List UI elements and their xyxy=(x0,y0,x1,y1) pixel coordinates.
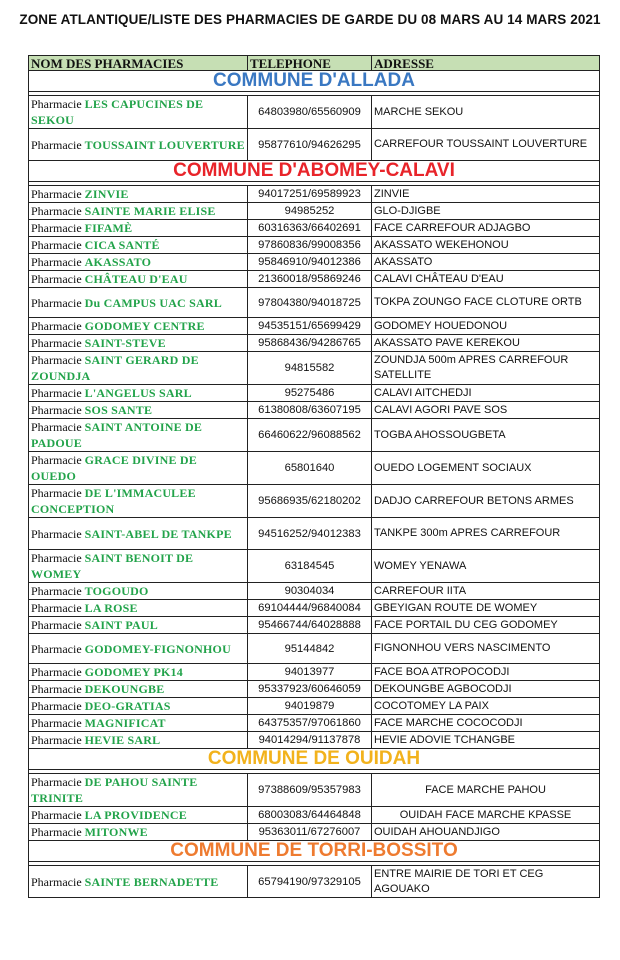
phone-cell: 65794190/97329105 xyxy=(248,866,372,898)
pharmacy-prefix: Pharmacie xyxy=(31,295,82,310)
document-title: ZONE ATLANTIQUE/LISTE DES PHARMACIES DE GARDE DU 08 MARS AU 14 MARS 2021 xyxy=(19,12,601,27)
pharmacy-name-cell xyxy=(29,866,248,898)
pharmacy-prefix: Pharmacie xyxy=(31,551,82,565)
phone-cell: 94019879 xyxy=(248,698,372,715)
table-row xyxy=(29,186,600,203)
pharmacy-prefix: Pharmacie xyxy=(31,699,82,713)
pharmacy-name: GODOMEY CENTRE xyxy=(84,319,205,333)
table-row xyxy=(29,600,600,617)
address-cell: ZOUNDJA 500m APRES CARREFOUR SATELLITE xyxy=(372,352,600,385)
pharmacy-name: LA ROSE xyxy=(84,601,138,615)
address-cell: FACE BOA ATROPOCODJI xyxy=(372,664,600,681)
table-row xyxy=(29,518,600,550)
pharmacy-name-cell xyxy=(29,681,248,698)
phone-cell: 21360018/95869246 xyxy=(248,271,372,288)
address-cell: COCOTOMEY LA PAIX xyxy=(372,698,600,715)
address-cell: TOKPA ZOUNGO FACE CLOTURE ORTB xyxy=(372,288,600,318)
pharmacy-prefix: Pharmacie xyxy=(31,641,82,656)
pharmacy-prefix: Pharmacie xyxy=(31,682,82,696)
phone-cell: 95337923/60646059 xyxy=(248,681,372,698)
pharmacy-prefix: Pharmacie xyxy=(31,238,82,252)
table-row xyxy=(29,288,600,318)
header-phone: TELEPHONE xyxy=(248,56,372,71)
pharmacy-prefix: Pharmacie xyxy=(31,665,82,679)
pharmacy-prefix: Pharmacie xyxy=(31,486,82,500)
pharmacy-name: HEVIE SARL xyxy=(84,733,161,747)
pharmacy-prefix: Pharmacie xyxy=(31,336,82,350)
pharmacy-name: CICA SANTÉ xyxy=(84,238,160,252)
table-row xyxy=(29,129,600,161)
pharmacy-prefix: Pharmacie xyxy=(31,716,82,730)
pharmacy-name-cell xyxy=(29,402,248,419)
table-row xyxy=(29,352,600,385)
table-header-row xyxy=(29,56,600,71)
pharmacy-prefix: Pharmacie xyxy=(31,825,82,839)
table-row xyxy=(29,485,600,518)
pharmacy-table xyxy=(28,55,600,898)
address-cell: FACE MARCHE PAHOU xyxy=(372,774,600,807)
pharmacy-name: SAINT GERARD DE ZOUNDJA xyxy=(31,353,199,383)
table-row xyxy=(29,254,600,271)
pharmacy-name: DEO-GRATIAS xyxy=(84,699,171,713)
pharmacy-name-cell xyxy=(29,186,248,203)
pharmacy-name-cell xyxy=(29,715,248,732)
pharmacy-name-cell xyxy=(29,485,248,518)
table-row xyxy=(29,715,600,732)
table-row xyxy=(29,220,600,237)
address-cell: CALAVI AITCHEDJI xyxy=(372,385,600,402)
commune-header-row xyxy=(29,749,600,770)
address-cell: GLO-DJIGBE xyxy=(372,203,600,220)
pharmacy-name: L'ANGELUS SARL xyxy=(84,386,192,400)
phone-cell: 63184545 xyxy=(248,550,372,583)
pharmacy-prefix: Pharmacie xyxy=(31,187,82,201)
phone-cell: 97860836/99008356 xyxy=(248,237,372,254)
table-row xyxy=(29,402,600,419)
pharmacy-name: GODOMEY PK14 xyxy=(84,665,183,679)
table-row xyxy=(29,634,600,664)
pharmacy-name-cell xyxy=(29,774,248,807)
pharmacy-name-cell xyxy=(29,254,248,271)
pharmacy-name-cell xyxy=(29,335,248,352)
pharmacy-name-cell xyxy=(29,807,248,824)
pharmacy-prefix: Pharmacie xyxy=(31,403,82,417)
table-row xyxy=(29,681,600,698)
pharmacy-name: DE PAHOU SAINTE TRINITE xyxy=(31,775,198,805)
pharmacy-name-cell xyxy=(29,203,248,220)
address-cell: CARREFOUR IITA xyxy=(372,583,600,600)
table-row xyxy=(29,807,600,824)
phone-cell: 97804380/94018725 xyxy=(248,288,372,318)
pharmacy-prefix: Pharmacie xyxy=(31,420,82,434)
pharmacy-name: AKASSATO xyxy=(84,255,152,269)
commune-title: COMMUNE D'ALLADA xyxy=(29,71,600,92)
phone-cell: 94985252 xyxy=(248,203,372,220)
pharmacy-prefix: Pharmacie xyxy=(31,97,82,111)
phone-cell: 61380808/63607195 xyxy=(248,402,372,419)
table-row xyxy=(29,96,600,129)
address-cell: FACE PORTAIL DU CEG GODOMEY xyxy=(372,617,600,634)
pharmacy-prefix: Pharmacie xyxy=(31,272,82,286)
pharmacy-name: SOS SANTE xyxy=(84,403,153,417)
commune-header-row xyxy=(29,841,600,862)
address-cell: OUEDO LOGEMENT SOCIAUX xyxy=(372,452,600,485)
phone-cell: 94014294/91137878 xyxy=(248,732,372,749)
pharmacy-prefix: Pharmacie xyxy=(31,733,82,747)
table-row xyxy=(29,617,600,634)
table-row xyxy=(29,664,600,681)
pharmacy-prefix: Pharmacie xyxy=(31,584,82,598)
table-row xyxy=(29,732,600,749)
table-row xyxy=(29,824,600,841)
table-row xyxy=(29,452,600,485)
table-row xyxy=(29,237,600,254)
table-row xyxy=(29,318,600,335)
phone-cell: 66460622/96088562 xyxy=(248,419,372,452)
address-cell: OUIDAH AHOUANDJIGO xyxy=(372,824,600,841)
address-cell: CARREFOUR TOUSSAINT LOUVERTURE xyxy=(372,129,600,161)
pharmacy-name-cell xyxy=(29,129,248,161)
phone-cell: 95275486 xyxy=(248,385,372,402)
address-cell: WOMEY YENAWA xyxy=(372,550,600,583)
phone-cell: 95144842 xyxy=(248,634,372,664)
pharmacy-name: TOUSSAINT LOUVERTURE xyxy=(84,137,245,152)
pharmacy-name: LA PROVIDENCE xyxy=(84,808,187,822)
pharmacy-name-cell xyxy=(29,288,248,318)
pharmacy-name-cell xyxy=(29,318,248,335)
phone-cell: 95868436/94286765 xyxy=(248,335,372,352)
phone-cell: 64803980/65560909 xyxy=(248,96,372,129)
pharmacy-name: SAINTE BERNADETTE xyxy=(84,874,219,889)
commune-title: COMMUNE DE TORRI-BOSSITO xyxy=(29,841,600,862)
pharmacy-name-cell xyxy=(29,664,248,681)
address-cell: AKASSATO PAVE KEREKOU xyxy=(372,335,600,352)
pharmacy-name: SAINT BENOIT DE WOMEY xyxy=(31,551,194,581)
pharmacy-prefix: Pharmacie xyxy=(31,319,82,333)
phone-cell: 95466744/64028888 xyxy=(248,617,372,634)
pharmacy-name-cell xyxy=(29,96,248,129)
address-cell: GODOMEY HOUEDONOU xyxy=(372,318,600,335)
pharmacy-name: SAINT PAUL xyxy=(84,618,158,632)
address-cell: AKASSATO WEKEHONOU xyxy=(372,237,600,254)
pharmacy-prefix: Pharmacie xyxy=(31,775,82,789)
phone-cell: 64375357/97061860 xyxy=(248,715,372,732)
pharmacy-prefix: Pharmacie xyxy=(31,137,82,152)
pharmacy-name-cell xyxy=(29,271,248,288)
pharmacy-prefix: Pharmacie xyxy=(31,255,82,269)
pharmacy-name-cell xyxy=(29,352,248,385)
pharmacy-prefix: Pharmacie xyxy=(31,204,82,218)
pharmacy-name: GODOMEY-FIGNONHOU xyxy=(84,641,231,656)
phone-cell: 97388609/95357983 xyxy=(248,774,372,807)
commune-header-row xyxy=(29,71,600,92)
pharmacy-name-cell xyxy=(29,824,248,841)
table-row xyxy=(29,698,600,715)
pharmacy-name-cell xyxy=(29,220,248,237)
commune-title: COMMUNE D'ABOMEY-CALAVI xyxy=(29,161,600,182)
table-row xyxy=(29,385,600,402)
address-cell: MARCHE SEKOU xyxy=(372,96,600,129)
commune-title: COMMUNE DE OUIDAH xyxy=(29,749,600,770)
phone-cell: 95686935/62180202 xyxy=(248,485,372,518)
pharmacy-name: MAGNIFICAT xyxy=(84,716,166,730)
pharmacy-name: DEKOUNGBE xyxy=(84,682,165,696)
table-row xyxy=(29,203,600,220)
pharmacy-name: Du CAMPUS UAC SARL xyxy=(84,295,222,310)
pharmacy-name-cell xyxy=(29,518,248,550)
table-row xyxy=(29,866,600,898)
phone-cell: 65801640 xyxy=(248,452,372,485)
phone-cell: 60316363/66402691 xyxy=(248,220,372,237)
pharmacy-name: SAINTE MARIE ELISE xyxy=(84,204,216,218)
pharmacy-name-cell xyxy=(29,732,248,749)
address-cell: ZINVIE xyxy=(372,186,600,203)
address-cell: DEKOUNGBE AGBOCODJI xyxy=(372,681,600,698)
pharmacy-name-cell xyxy=(29,698,248,715)
pharmacy-name-cell xyxy=(29,452,248,485)
header-address: ADRESSE xyxy=(372,56,600,71)
pharmacy-name-cell xyxy=(29,237,248,254)
pharmacy-name: SAINT-STEVE xyxy=(84,336,166,350)
pharmacy-prefix: Pharmacie xyxy=(31,874,82,889)
phone-cell: 95877610/94626295 xyxy=(248,129,372,161)
address-cell: FACE CARREFOUR ADJAGBO xyxy=(372,220,600,237)
pharmacy-prefix: Pharmacie xyxy=(31,353,82,367)
pharmacy-prefix: Pharmacie xyxy=(31,618,82,632)
address-cell: TANKPE 300m APRES CARREFOUR xyxy=(372,518,600,550)
pharmacy-name: FIFAMÈ xyxy=(84,221,133,235)
phone-cell: 94535151/65699429 xyxy=(248,318,372,335)
pharmacy-prefix: Pharmacie xyxy=(31,221,82,235)
address-cell: CALAVI CHÂTEAU D'EAU xyxy=(372,271,600,288)
pharmacy-name-cell xyxy=(29,419,248,452)
phone-cell: 95846910/94012386 xyxy=(248,254,372,271)
address-cell: AKASSATO xyxy=(372,254,600,271)
phone-cell: 90304034 xyxy=(248,583,372,600)
address-cell: GBEYIGAN ROUTE DE WOMEY xyxy=(372,600,600,617)
phone-cell: 94013977 xyxy=(248,664,372,681)
pharmacy-name: TOGOUDO xyxy=(84,584,149,598)
table-row xyxy=(29,271,600,288)
phone-cell: 94017251/69589923 xyxy=(248,186,372,203)
address-cell: HEVIE ADOVIE TCHANGBE xyxy=(372,732,600,749)
table-row xyxy=(29,583,600,600)
pharmacy-prefix: Pharmacie xyxy=(31,386,82,400)
pharmacy-name: DE L'IMMACULEE CONCEPTION xyxy=(31,486,196,516)
address-cell: OUIDAH FACE MARCHE KPASSE xyxy=(372,807,600,824)
pharmacy-prefix: Pharmacie xyxy=(31,453,82,467)
header-name: NOM DES PHARMACIES xyxy=(29,56,248,71)
table-row xyxy=(29,335,600,352)
pharmacy-name: GRACE DIVINE DE OUEDO xyxy=(31,453,198,483)
address-cell: FIGNONHOU VERS NASCIMENTO xyxy=(372,634,600,664)
table-row xyxy=(29,774,600,807)
table-row xyxy=(29,419,600,452)
pharmacy-prefix: Pharmacie xyxy=(31,526,82,541)
address-cell: FACE MARCHE COCOCODJI xyxy=(372,715,600,732)
pharmacy-prefix: Pharmacie xyxy=(31,601,82,615)
phone-cell: 94516252/94012383 xyxy=(248,518,372,550)
pharmacy-name: MITONWE xyxy=(84,825,148,839)
address-cell: TOGBA AHOSSOUGBETA xyxy=(372,419,600,452)
pharmacy-name-cell xyxy=(29,550,248,583)
pharmacy-prefix: Pharmacie xyxy=(31,808,82,822)
pharmacy-name: LES CAPUCINES DE SEKOU xyxy=(31,97,204,127)
pharmacy-name-cell xyxy=(29,617,248,634)
pharmacy-name-cell xyxy=(29,385,248,402)
pharmacy-name: ZINVIE xyxy=(84,187,129,201)
pharmacy-name-cell xyxy=(29,600,248,617)
phone-cell: 95363011/67276007 xyxy=(248,824,372,841)
phone-cell: 68003083/64464848 xyxy=(248,807,372,824)
pharmacy-name: SAINT-ABEL DE TANKPE xyxy=(84,526,232,541)
address-cell: CALAVI AGORI PAVE SOS xyxy=(372,402,600,419)
commune-header-row xyxy=(29,161,600,182)
pharmacy-name-cell xyxy=(29,634,248,664)
phone-cell: 94815582 xyxy=(248,352,372,385)
pharmacy-name-cell xyxy=(29,583,248,600)
address-cell: DADJO CARREFOUR BETONS ARMES xyxy=(372,485,600,518)
table-row xyxy=(29,550,600,583)
pharmacy-name: CHÂTEAU D'EAU xyxy=(84,272,188,286)
address-cell: ENTRE MAIRIE DE TORI ET CEG AGOUAKO xyxy=(372,866,600,898)
pharmacy-name: SAINT ANTOINE DE PADOUE xyxy=(31,420,203,450)
phone-cell: 69104444/96840084 xyxy=(248,600,372,617)
